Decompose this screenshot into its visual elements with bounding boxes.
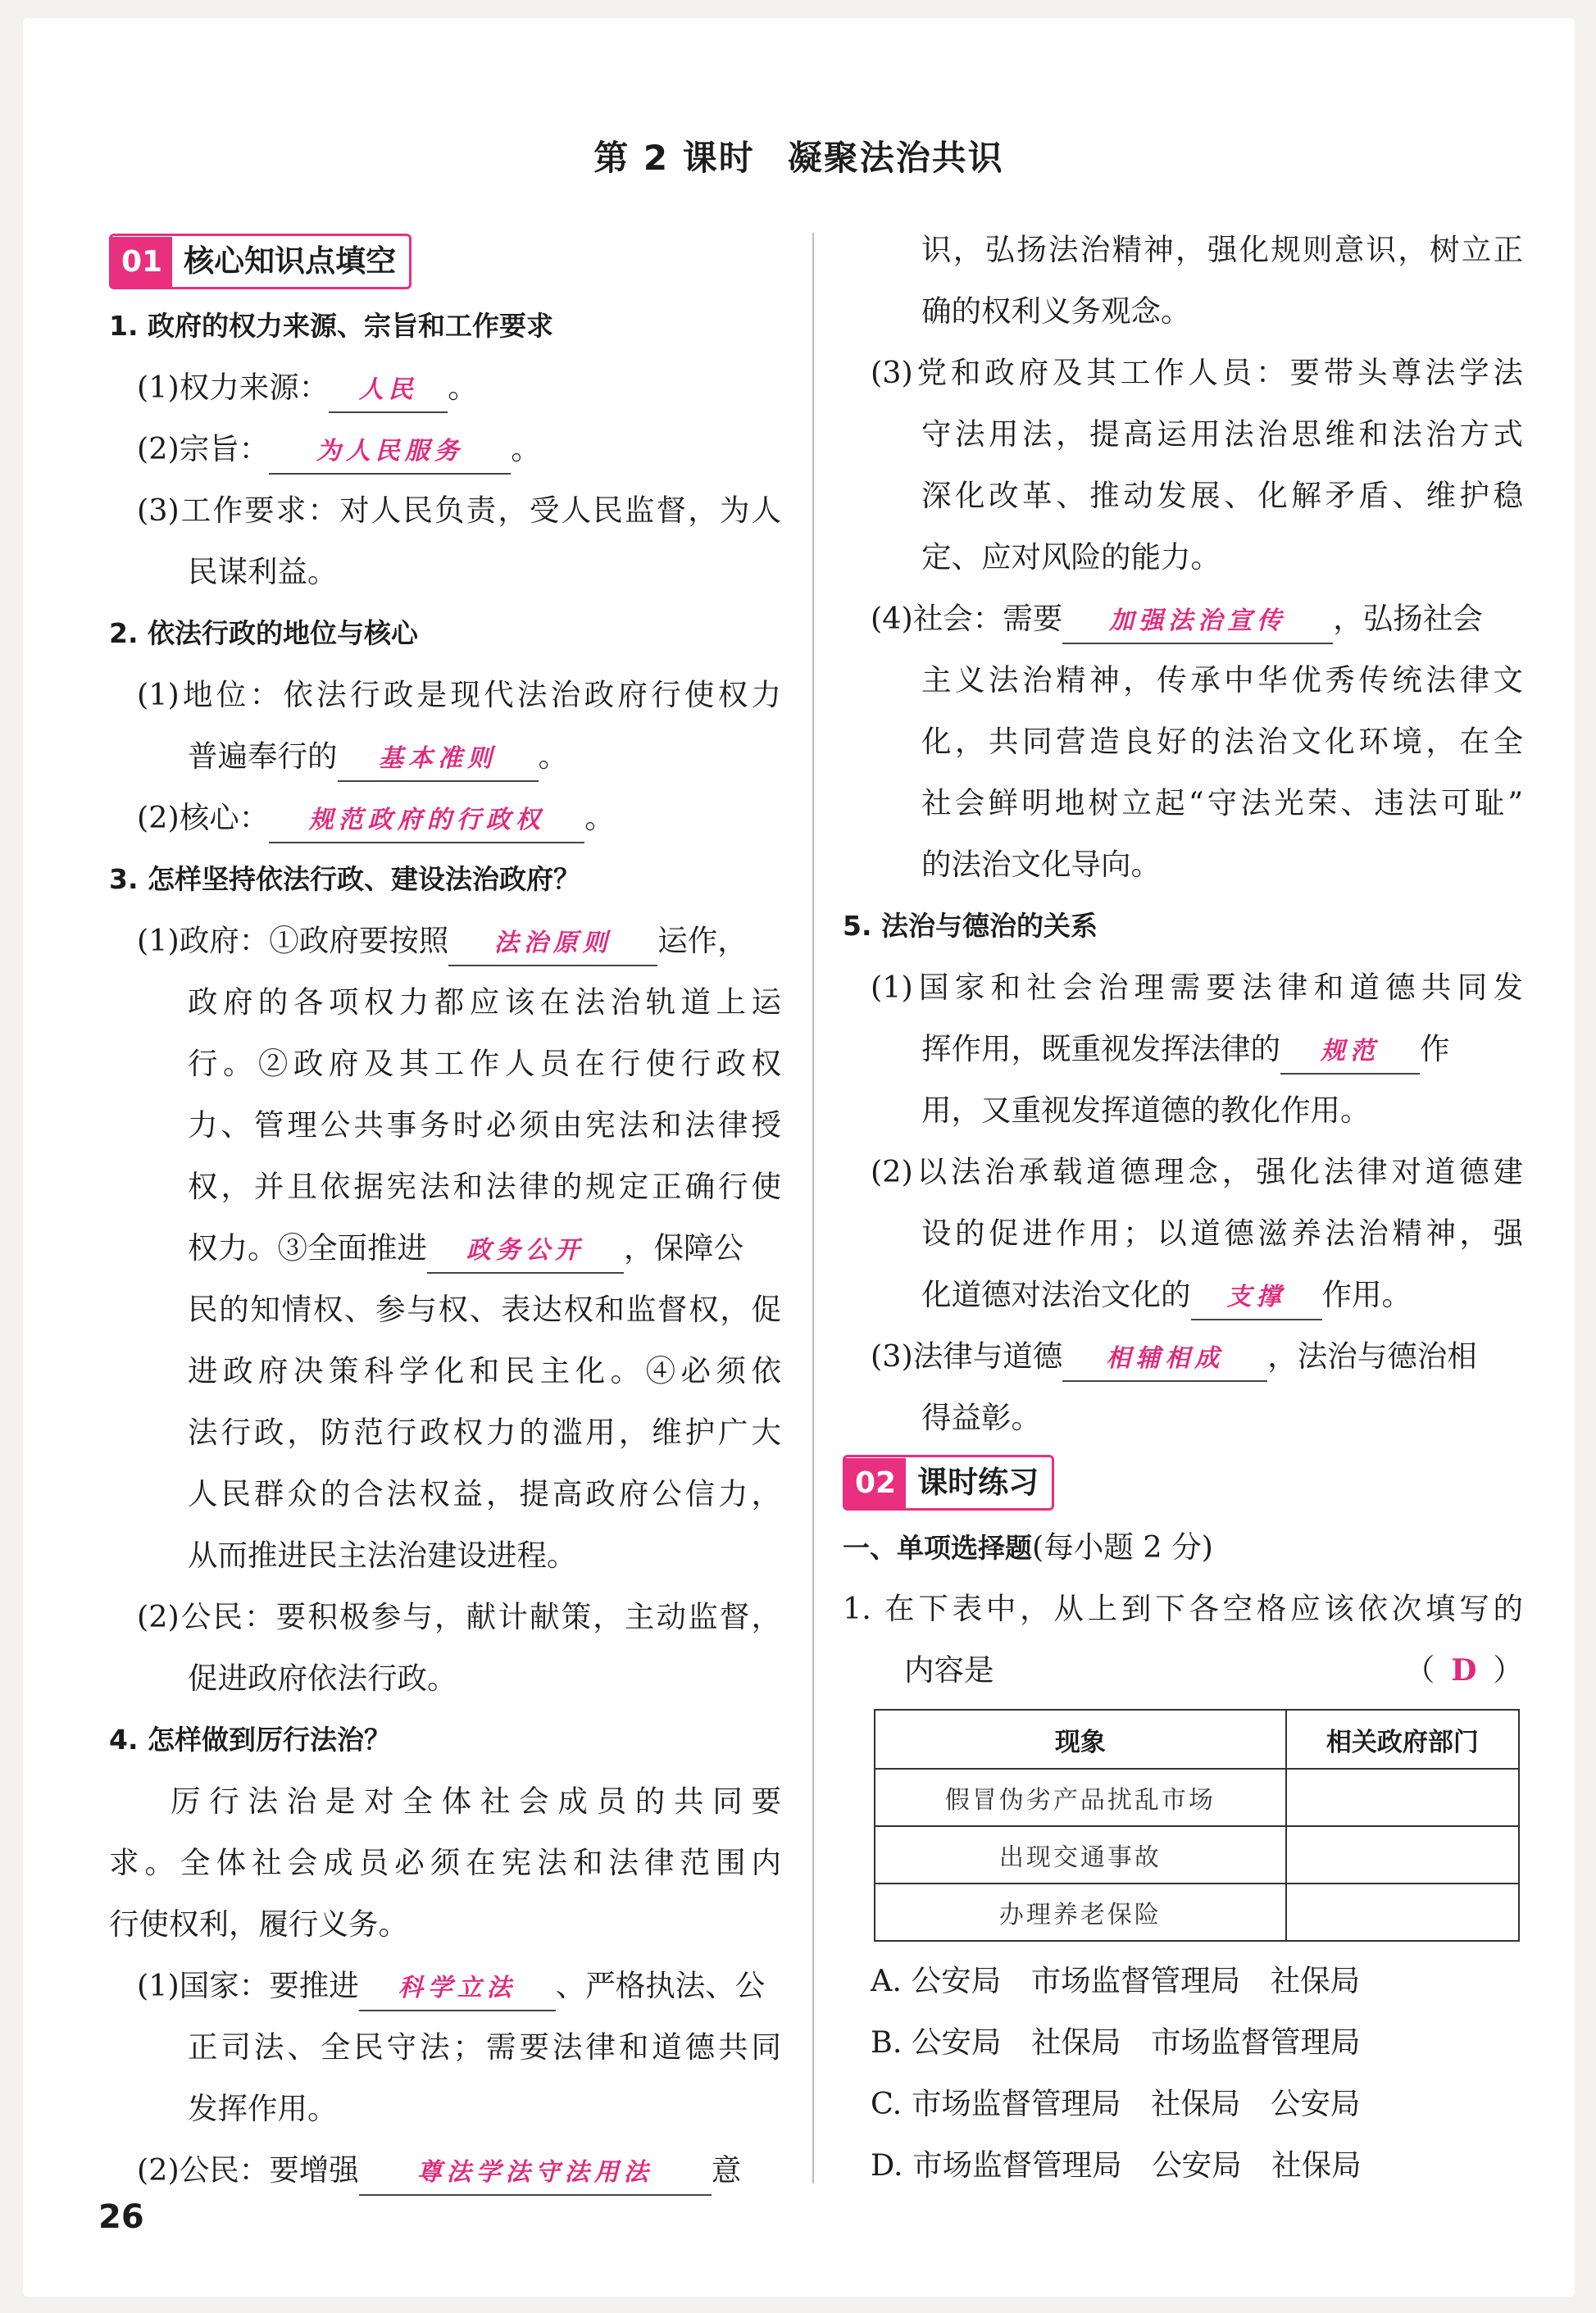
question-heading: 4. 怎样做到厉行法治？ (109, 1724, 391, 1756)
fill-line: (1)政府：①政府要按照 法治原则 运作， (109, 910, 781, 971)
answer-blank: 尊法学法守法用法 (359, 2152, 712, 2196)
choice-question-stem: 1. 在下表中，从上到下各空格应该依次填写的 (843, 1591, 1523, 1626)
table-header-row (875, 1710, 1519, 1769)
text-line: 厉行法治是对全体社会成员的共同要 (171, 1784, 781, 1819)
fill-line: (4)社会：需要 加强法治宣传 ，弘扬社会 (843, 588, 1523, 649)
answer-blank: 为人民服务 (269, 430, 511, 475)
text-line: 识，弘扬法治精神，强化规则意识，树立正 (921, 232, 1523, 267)
text-line: 定、应对风险的能力。 (921, 539, 1221, 575)
choice-option-c: C. 市场监督管理局 社保局 公安局 (871, 2086, 1361, 2121)
question-heading: 1. 政府的权力来源、宗旨和工作要求 (109, 310, 553, 342)
table-row (875, 1826, 1519, 1884)
table-cell (1286, 1769, 1519, 1826)
answer-blank: 相辅相成 (1062, 1338, 1267, 1382)
text-line: (1)地位：依法行政是现代法治政府行使权力 (137, 677, 781, 712)
text-line: 主义法治精神，传承中华优秀传统法律文 (921, 662, 1523, 698)
table-cell: 办理养老保险 (875, 1884, 1286, 1941)
text-line: 促进政府依法行政。 (188, 1661, 457, 1696)
question-type-heading: 一、单项选择题(每小题 2 分) (843, 1529, 1213, 1565)
fill-line: 挥作用，既重视发挥法律的 规范 作 (843, 1018, 1523, 1079)
text-line: 得益彰。 (921, 1400, 1041, 1435)
text-line: 化，共同营造良好的法治文化环境，在全 (921, 724, 1523, 759)
text-line: (1)国家和社会治理需要法律和道德共同发 (871, 970, 1523, 1005)
right-column (843, 219, 1523, 2196)
text-line: 的法治文化导向。 (921, 847, 1161, 882)
text-line: (2)以法治承载道德理念，强化法律对道德建 (871, 1154, 1523, 1189)
text-line: 民的知情权、参与权、表达权和监督权，促 (188, 1292, 781, 1327)
text-line: 进政府决策科学化和民主化。④必须依 (188, 1353, 781, 1388)
fill-line: 权力。③全面推进 政务公开 ，保障公 (109, 1217, 781, 1279)
answer-blank: 加强法治宣传 (1062, 600, 1333, 644)
text-line: 设的促进作用；以道德滋养法治精神，强 (921, 1216, 1523, 1251)
page-title: 第 2 课时 凝聚法治共识 (593, 138, 1004, 178)
text-line: 权，并且依据宪法和法律的规定正确行使 (188, 1169, 781, 1204)
text-line: 从而推进民主法治建设进程。 (188, 1538, 577, 1573)
text-line: 求。全体社会成员必须在宪法和法律范围内 (109, 1845, 781, 1880)
table-cell (1286, 1826, 1519, 1884)
table-header-cell: 相关政府部门 (1286, 1710, 1519, 1769)
fill-line: (1)国家：要推进 科学立法 、严格执法、公 (109, 1955, 781, 2016)
text-line: (3)党和政府及其工作人员：要带头尊法学法 (871, 355, 1523, 390)
answer-blank: 人民 (329, 369, 448, 413)
section-header-practice: 02 课时练习 (843, 1455, 1054, 1511)
fill-line: 普遍奉行的 基本准则 。 (109, 725, 781, 787)
text-line: 社会鲜明地树立起“守法光荣、违法可耻” (921, 785, 1523, 820)
question-heading: 3. 怎样坚持依法行政、建设法治政府？ (109, 863, 580, 895)
left-column (109, 227, 781, 2201)
answer-bracket: （ D ） (1404, 1652, 1523, 1688)
text-line: 民谋利益。 (188, 554, 338, 589)
text-line: 发挥作用。 (188, 2091, 338, 2126)
fill-line: 化道德对法治文化的 支撑 作用。 (843, 1264, 1523, 1325)
choice-question-stem: 内容是 （ D ） (843, 1639, 1523, 1701)
text-line: 正司法、全民守法；需要法律和道德共同 (188, 2029, 781, 2065)
text-line: 法行政，防范行政权力的滥用，维护广大 (188, 1415, 781, 1450)
choice-option-d: D. 市场监督管理局 公安局 社保局 (871, 2147, 1362, 2183)
text-line: 人民群众的合法权益，提高政府公信力， (188, 1476, 781, 1511)
text-line: 力、管理公共事务时必须由宪法和法律授 (188, 1107, 781, 1143)
fill-line: (2)宗旨： 为人民服务 。 (109, 418, 781, 479)
answer-blank: 规范政府的行政权 (269, 799, 584, 843)
fill-line: (2)公民：要增强 尊法学法守法用法 意 (109, 2139, 781, 2201)
text-line: 用，又重视发挥道德的教化作用。 (921, 1093, 1371, 1128)
answer-blank: 法治原则 (448, 922, 657, 966)
fill-line: (3)法律与道德 相辅相成 ，法治与德治相 (843, 1325, 1523, 1387)
choice-option-a: A. 公安局 市场监督管理局 社保局 (871, 1963, 1361, 1998)
question-table (874, 1709, 1520, 1942)
column-divider (812, 233, 814, 2183)
choice-option-b: B. 公安局 社保局 市场监督管理局 (871, 2024, 1361, 2060)
choice-answer: D (1451, 1653, 1477, 1688)
text-line: 行。②政府及其工作人员在行使行政权 (188, 1046, 781, 1081)
section-header-core-knowledge: 01 核心知识点填空 (109, 234, 412, 289)
answer-blank: 政务公开 (427, 1229, 624, 1274)
answer-blank: 支撑 (1191, 1276, 1322, 1320)
text-line: 守法用法，提高运用法治思维和法治方式 (921, 416, 1523, 452)
text-line: 深化改革、推动发展、化解矛盾、维护稳 (921, 478, 1523, 513)
table-cell: 假冒伪劣产品扰乱市场 (875, 1769, 1286, 1826)
text-line: 政府的各项权力都应该在法治轨道上运 (188, 984, 781, 1020)
text-line: (3)工作要求：对人民负责，受人民监督，为人 (137, 493, 781, 528)
table-row (875, 1769, 1519, 1826)
table-row (875, 1884, 1519, 1941)
page-number: 26 (98, 2198, 144, 2236)
fill-line: (2)核心： 规范政府的行政权 。 (109, 787, 781, 848)
question-heading: 5. 法治与德治的关系 (843, 910, 1098, 942)
answer-blank: 科学立法 (359, 1967, 556, 2011)
table-cell: 出现交通事故 (875, 1826, 1286, 1884)
answer-blank: 规范 (1280, 1030, 1420, 1075)
table-cell (1286, 1884, 1519, 1941)
fill-line: (1)权力来源： 人民 。 (109, 357, 781, 418)
table-header-cell: 现象 (875, 1710, 1286, 1769)
text-line: 确的权利义务观念。 (921, 293, 1191, 329)
text-line: (2)公民：要积极参与，献计献策，主动监督， (137, 1599, 781, 1634)
page (23, 18, 1575, 2297)
question-heading: 2. 依法行政的地位与核心 (109, 617, 418, 649)
text-line: 行使权利，履行义务。 (109, 1906, 408, 1942)
answer-blank: 基本准则 (338, 738, 539, 782)
